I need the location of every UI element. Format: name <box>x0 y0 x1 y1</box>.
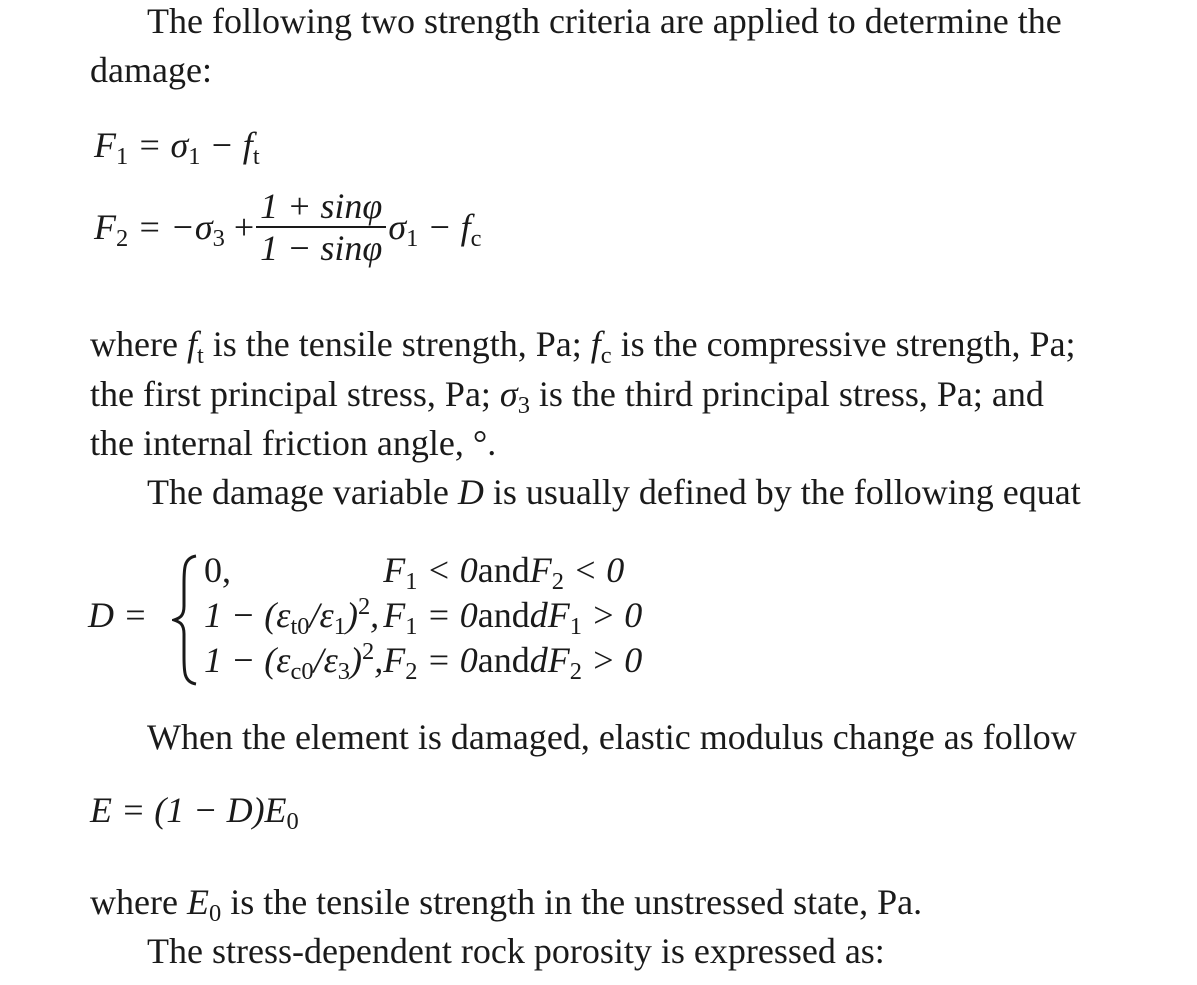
paragraph-strength-criteria-cont: damage: <box>90 50 212 90</box>
paragraph-strength-criteria: The following two strength criteria are applied to determine the <box>147 1 1062 41</box>
eq2-tail: − f <box>418 207 471 247</box>
case-row: 0, $F_1 < 0$ and $F_2 < 0$ <box>204 550 625 595</box>
paragraph-porosity: The stress-dependent rock porosity is expressed as: <box>147 931 885 971</box>
case-row: $1 - (\varepsilon_{c0}/\varepsilon_3)^2$, $F_2 = 0$ and $dF_2 > 0$ <box>204 637 643 685</box>
paragraph-damage-variable: The damage variable D is usually defined by the following equat <box>147 472 1081 512</box>
paragraph-where-e0: where $E_0$ is the tensile strength in the unstressed state, Pa. <box>90 882 923 927</box>
eq1-lhs: F <box>94 125 116 165</box>
eq2-fraction <box>256 186 386 268</box>
eq2-mid-sub: 3 <box>212 224 225 252</box>
cases-table <box>204 548 642 683</box>
eq1-rhs-sub: 1 <box>188 142 201 170</box>
equation-modulus <box>90 788 299 835</box>
eq2-after: σ <box>388 207 407 247</box>
eq2-tail-sub: c <box>470 224 482 252</box>
eq2-plus: + <box>224 207 255 247</box>
paragraph-where-f-line2: the first principal stress, Pa; $\sigma_3$ is the third principal stress, Pa; and <box>90 374 1044 419</box>
paragraph-where-f: where $f_t$ is the tensile strength, Pa; $f_c$ is the compressive strength, Pa; <box>90 324 1076 369</box>
eq2-lhs: F <box>94 207 116 247</box>
equation-f2 <box>94 186 482 268</box>
eq2-lhs-sub: 2 <box>116 224 129 252</box>
case-row: $1 - (\varepsilon_{t0}/\varepsilon_1)^2$, $F_1 = 0$ and $dF_1 > 0$ <box>204 592 643 640</box>
paragraph-elastic-modulus: When the element is damaged, elastic modulus change as follow <box>147 717 1077 757</box>
eq2-after-sub: 1 <box>406 224 419 252</box>
eq4-body: E = (1 − D)E <box>90 790 287 830</box>
eq1-tail: − f <box>200 125 253 165</box>
eq2-denominator: 1 − sinφ <box>260 228 383 268</box>
eq2-numerator: 1 + sinφ <box>256 186 386 228</box>
eq3-lhs: D = <box>88 595 148 635</box>
eq4-sub: 0 <box>286 807 299 835</box>
left-brace <box>172 554 202 686</box>
equation-f1 <box>94 123 260 170</box>
eq1-tail-sub: t <box>252 142 260 170</box>
eq2-mid: = −σ <box>137 207 213 247</box>
paragraph-where-f-line3: the internal friction angle, °. <box>90 423 497 463</box>
eq1-lhs-sub: 1 <box>116 142 129 170</box>
eq1-rhs: = σ <box>137 125 189 165</box>
